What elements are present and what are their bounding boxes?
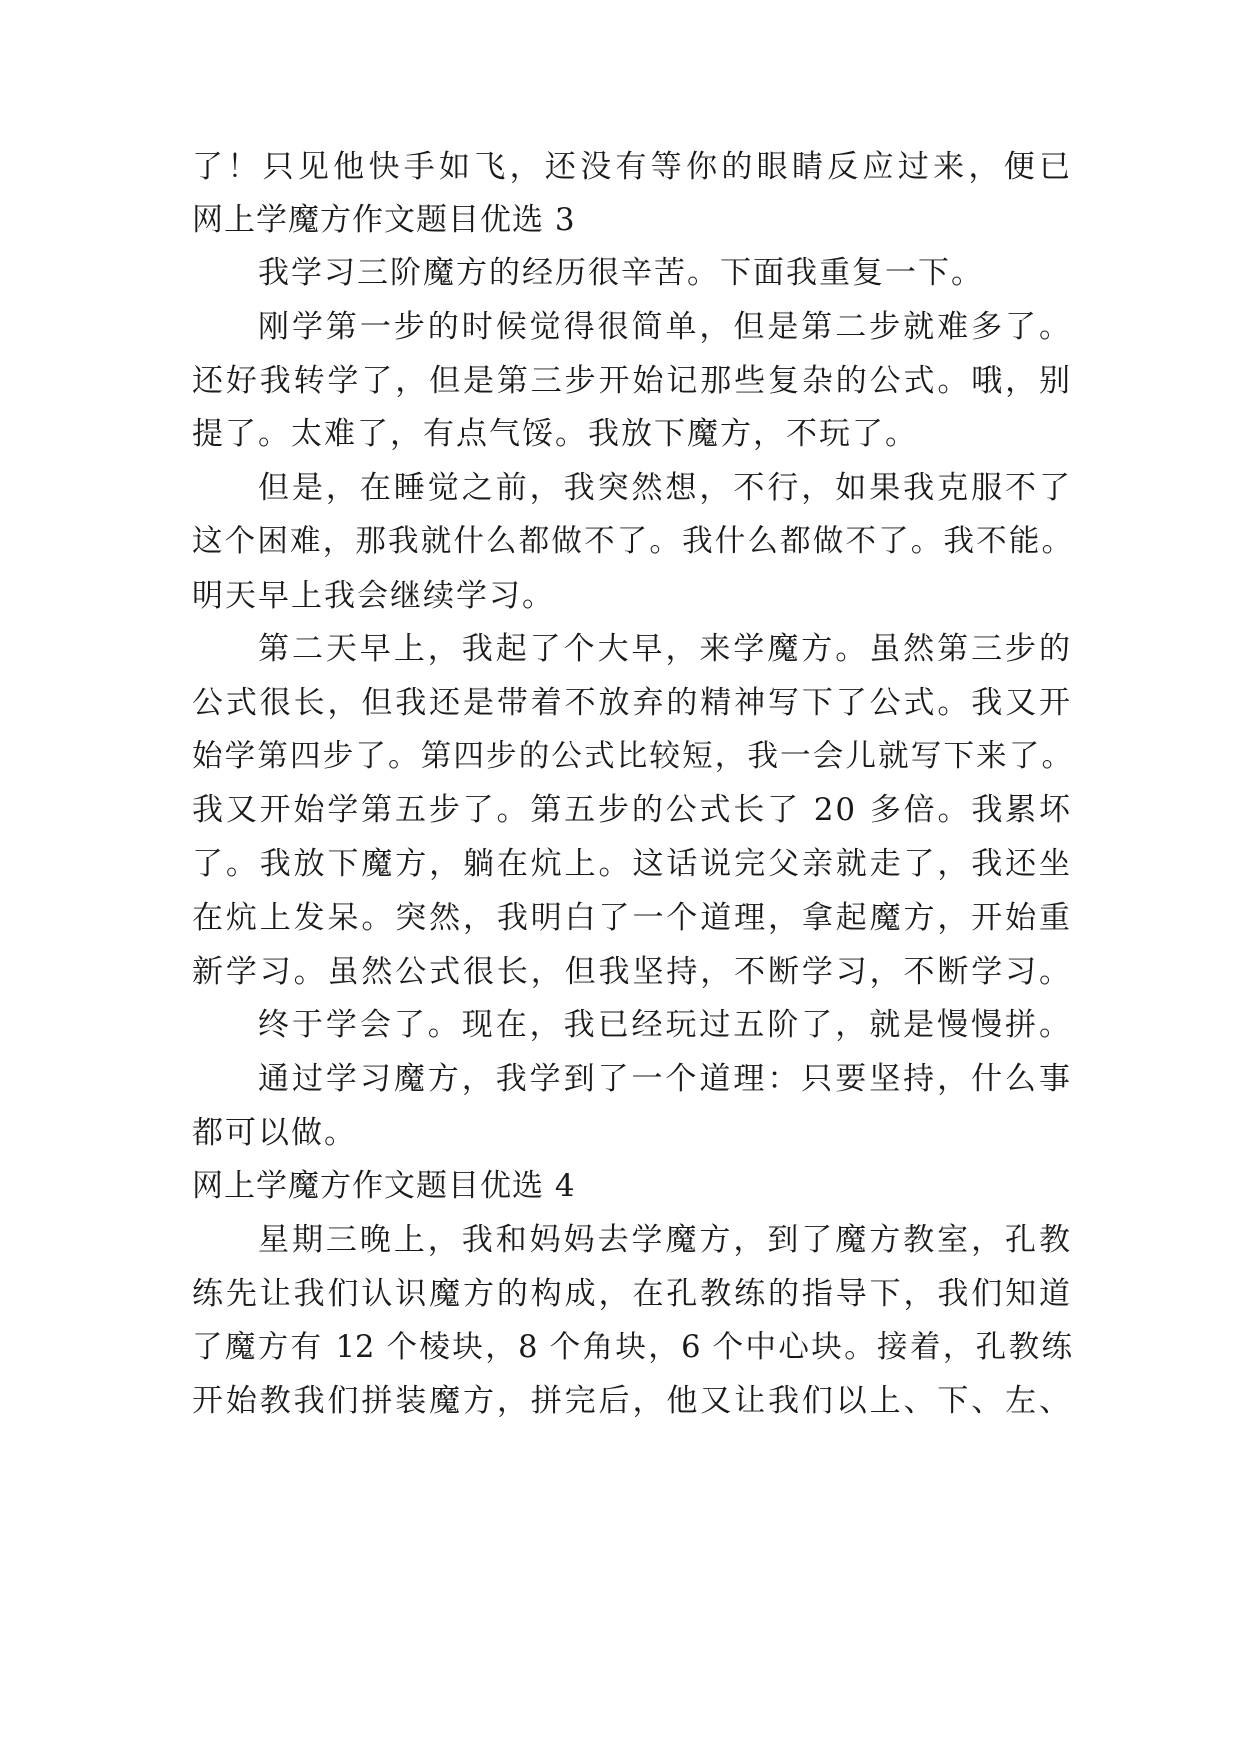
paragraph-first-line: 终于学会了。现在，我已经玩过五阶了，就是慢慢拼。 [258, 1007, 1072, 1043]
text-line: 始学第四步了。第四步的公式比较短，我一会儿就写下来了。 [192, 739, 1072, 774]
text-line: 在炕上发呆。突然，我明白了一个道理，拿起魔方，开始重 [192, 900, 1072, 936]
text-line: 明天早上我会继续学习。 [192, 578, 555, 614]
text-line: 开始教我们拼装魔方，拼完后，他又让我们以上、下、左、 [192, 1383, 1072, 1419]
paragraph-first-line: 第二天早上，我起了个大早，来学魔方。虽然第三步的 [258, 631, 1072, 667]
paragraph-first-line: 星期三晚上，我和妈妈去学魔方，到了魔方教室，孔教 [258, 1222, 1072, 1258]
text-line: 公式很长，但我还是带着不放弃的精神写下了公式。我又开 [192, 685, 1072, 721]
paragraph-first-line: 我学习三阶魔方的经历很辛苦。下面我重复一下。 [258, 255, 984, 291]
text-line: 我又开始学第五步了。第五步的公式长了 20 多倍。我累坏 [192, 792, 1072, 828]
text-line: 了。我放下魔方，躺在炕上。这话说完父亲就走了，我还坐 [192, 846, 1072, 882]
text-line: 这个困难，那我就什么都做不了。我什么都做不了。我不能。 [192, 524, 1072, 559]
section-heading: 网上学魔方作文题目优选 4 [192, 1168, 576, 1204]
paragraph-first-line: 刚学第一步的时候觉得很简单，但是第二步就难多了。 [258, 309, 1072, 345]
section-heading: 网上学魔方作文题目优选 3 [192, 202, 576, 238]
text-line: 新学习。虽然公式很长，但我坚持，不断学习，不断学习。 [192, 954, 1072, 990]
text-line: 练先让我们认识魔方的构成，在孔教练的指导下，我们知道 [192, 1276, 1072, 1312]
text-line: 还好我转学了，但是第三步开始记那些复杂的公式。哦，别 [192, 363, 1072, 399]
text-line: 提了。太难了，有点气馁。我放下魔方，不玩了。 [192, 416, 918, 452]
text-line: 都可以做。 [192, 1115, 357, 1151]
paragraph-first-line: 但是，在睡觉之前，我突然想，不行，如果我克服不了 [258, 470, 1072, 506]
paragraph-first-line: 通过学习魔方，我学到了一个道理：只要坚持，什么事 [258, 1061, 1072, 1097]
text-line: 了！只见他快手如飞，还没有等你的眼睛反应过来，便已 [192, 149, 1072, 185]
text-line: 了魔方有 12 个棱块，8 个角块，6 个中心块。接着，孔教练 [192, 1330, 1072, 1365]
